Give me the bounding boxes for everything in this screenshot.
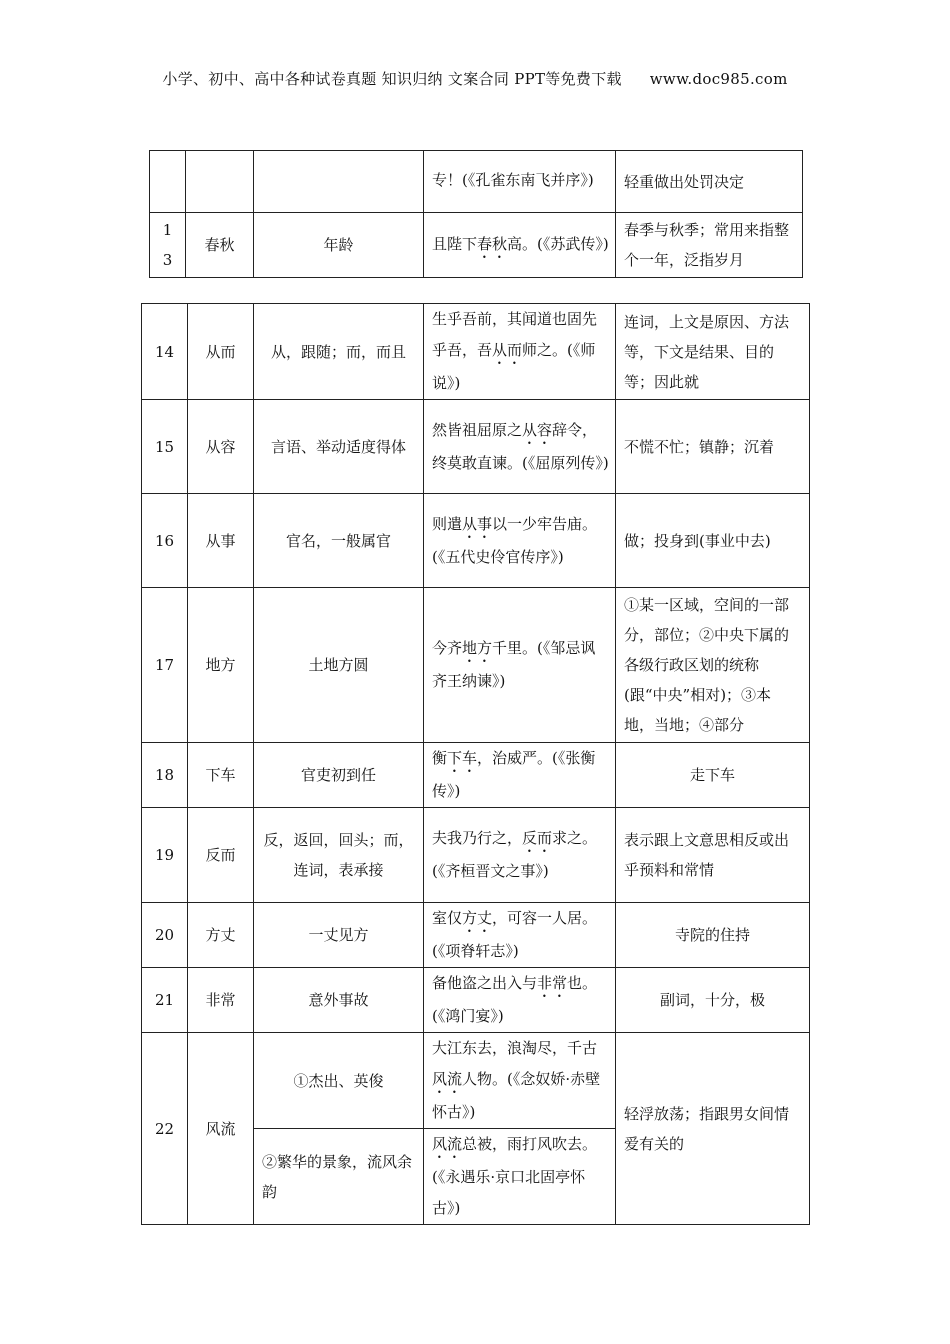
example-sentence: 室仅方丈，可容一人居。(《项脊轩志》) — [424, 903, 616, 968]
row-number: 22 — [142, 1033, 188, 1225]
ancient-meaning: 一丈见方 — [254, 903, 424, 968]
table-row — [142, 808, 810, 903]
table-row — [142, 743, 810, 808]
modern-meaning: 表示跟上文意思相反或出乎预料和常情 — [616, 808, 810, 903]
ancient-meaning: 年龄 — [254, 213, 424, 278]
ancient-meaning: 土地方圆 — [254, 588, 424, 743]
ancient-meaning: 反，返回，回头；而，连词，表承接 — [254, 808, 424, 903]
modern-meaning: ①某一区域，空间的一部分，部位；②中央下属的各级行政区划的统称(跟“中央”相对)；③本地，当地；④部分 — [616, 588, 810, 743]
word: 从容 — [188, 400, 254, 494]
row-number: 19 — [142, 808, 188, 903]
vocab-table-top — [149, 150, 803, 278]
row-number: 16 — [142, 494, 188, 588]
example-sentence: 备他盗之出入与非常也。(《鸿门宴》) — [424, 968, 616, 1033]
row-number: 14 — [142, 304, 188, 400]
modern-meaning: 连词，上文是原因、方法等，下文是结果、目的等；因此就 — [616, 304, 810, 400]
modern-meaning: 寺院的住持 — [616, 903, 810, 968]
word: 方丈 — [188, 903, 254, 968]
row-number — [150, 151, 186, 213]
example-sentence: 衡下车，治威严。(《张衡传》) — [424, 743, 616, 808]
example-sentence: 夫我乃行之，反而求之。(《齐桓晋文之事》) — [424, 808, 616, 903]
modern-meaning: 做；投身到(事业中去) — [616, 494, 810, 588]
table-row — [150, 213, 803, 278]
table-row — [142, 903, 810, 968]
table-row — [150, 151, 803, 213]
word: 反而 — [188, 808, 254, 903]
ancient-meaning: 意外事故 — [254, 968, 424, 1033]
example-sentence: 专！(《孔雀东南飞并序》) — [424, 151, 616, 213]
modern-meaning: 轻重做出处罚决定 — [616, 151, 803, 213]
ancient-meaning: 从，跟随；而，而且 — [254, 304, 424, 400]
example-sentence: 然皆祖屈原之从容辞令，终莫敢直谏。(《屈原列传》) — [424, 400, 616, 494]
ancient-meaning: ①杰出、英俊 — [254, 1033, 424, 1129]
modern-meaning: 不慌不忙；镇静；沉着 — [616, 400, 810, 494]
table-row — [142, 400, 810, 494]
row-number: 20 — [142, 903, 188, 968]
row-number: 18 — [142, 743, 188, 808]
row-number: 15 — [142, 400, 188, 494]
row-number: 17 — [142, 588, 188, 743]
header-site: www.doc985.com — [649, 70, 788, 88]
word: 从事 — [188, 494, 254, 588]
table-row — [142, 968, 810, 1033]
example-sentence: 今齐地方千里。(《邹忌讽齐王纳谏》) — [424, 588, 616, 743]
modern-meaning: 走下车 — [616, 743, 810, 808]
row-number: 21 — [142, 968, 188, 1033]
example-sentence: 且陛下春秋高。(《苏武传》) — [424, 213, 616, 278]
word: 地方 — [188, 588, 254, 743]
word: 风流 — [188, 1033, 254, 1225]
row-number: 13 — [150, 213, 186, 278]
modern-meaning: 春季与秋季；常用来指整个一年，泛指岁月 — [616, 213, 803, 278]
ancient-meaning: ②繁华的景象，流风余韵 — [254, 1129, 424, 1225]
modern-meaning: 轻浮放荡；指跟男女间情爱有关的 — [616, 1033, 810, 1225]
table-row — [142, 588, 810, 743]
vocab-table-main — [141, 303, 810, 1225]
example-sentence: 风流总被，雨打风吹去。(《永遇乐·京口北固亭怀古》) — [424, 1129, 616, 1225]
table-row — [142, 304, 810, 400]
example-sentence: 大江东去，浪淘尽，千古风流人物。(《念奴娇·赤壁怀古》) — [424, 1033, 616, 1129]
word — [186, 151, 254, 213]
ancient-meaning — [254, 151, 424, 213]
table-row — [142, 494, 810, 588]
page-header — [0, 68, 950, 89]
ancient-meaning: 言语、举动适度得体 — [254, 400, 424, 494]
table-row — [142, 1033, 810, 1129]
modern-meaning: 副词，十分，极 — [616, 968, 810, 1033]
word: 下车 — [188, 743, 254, 808]
word: 非常 — [188, 968, 254, 1033]
header-text: 小学、初中、高中各种试卷真题 知识归纳 文案合同 PPT等免费下载 — [162, 70, 622, 88]
example-sentence: 生乎吾前，其闻道也固先乎吾，吾从而师之。(《师说》) — [424, 304, 616, 400]
ancient-meaning: 官名，一般属官 — [254, 494, 424, 588]
example-sentence: 则遣从事以一少牢告庙。(《五代史伶官传序》) — [424, 494, 616, 588]
word: 从而 — [188, 304, 254, 400]
word: 春秋 — [186, 213, 254, 278]
ancient-meaning: 官吏初到任 — [254, 743, 424, 808]
